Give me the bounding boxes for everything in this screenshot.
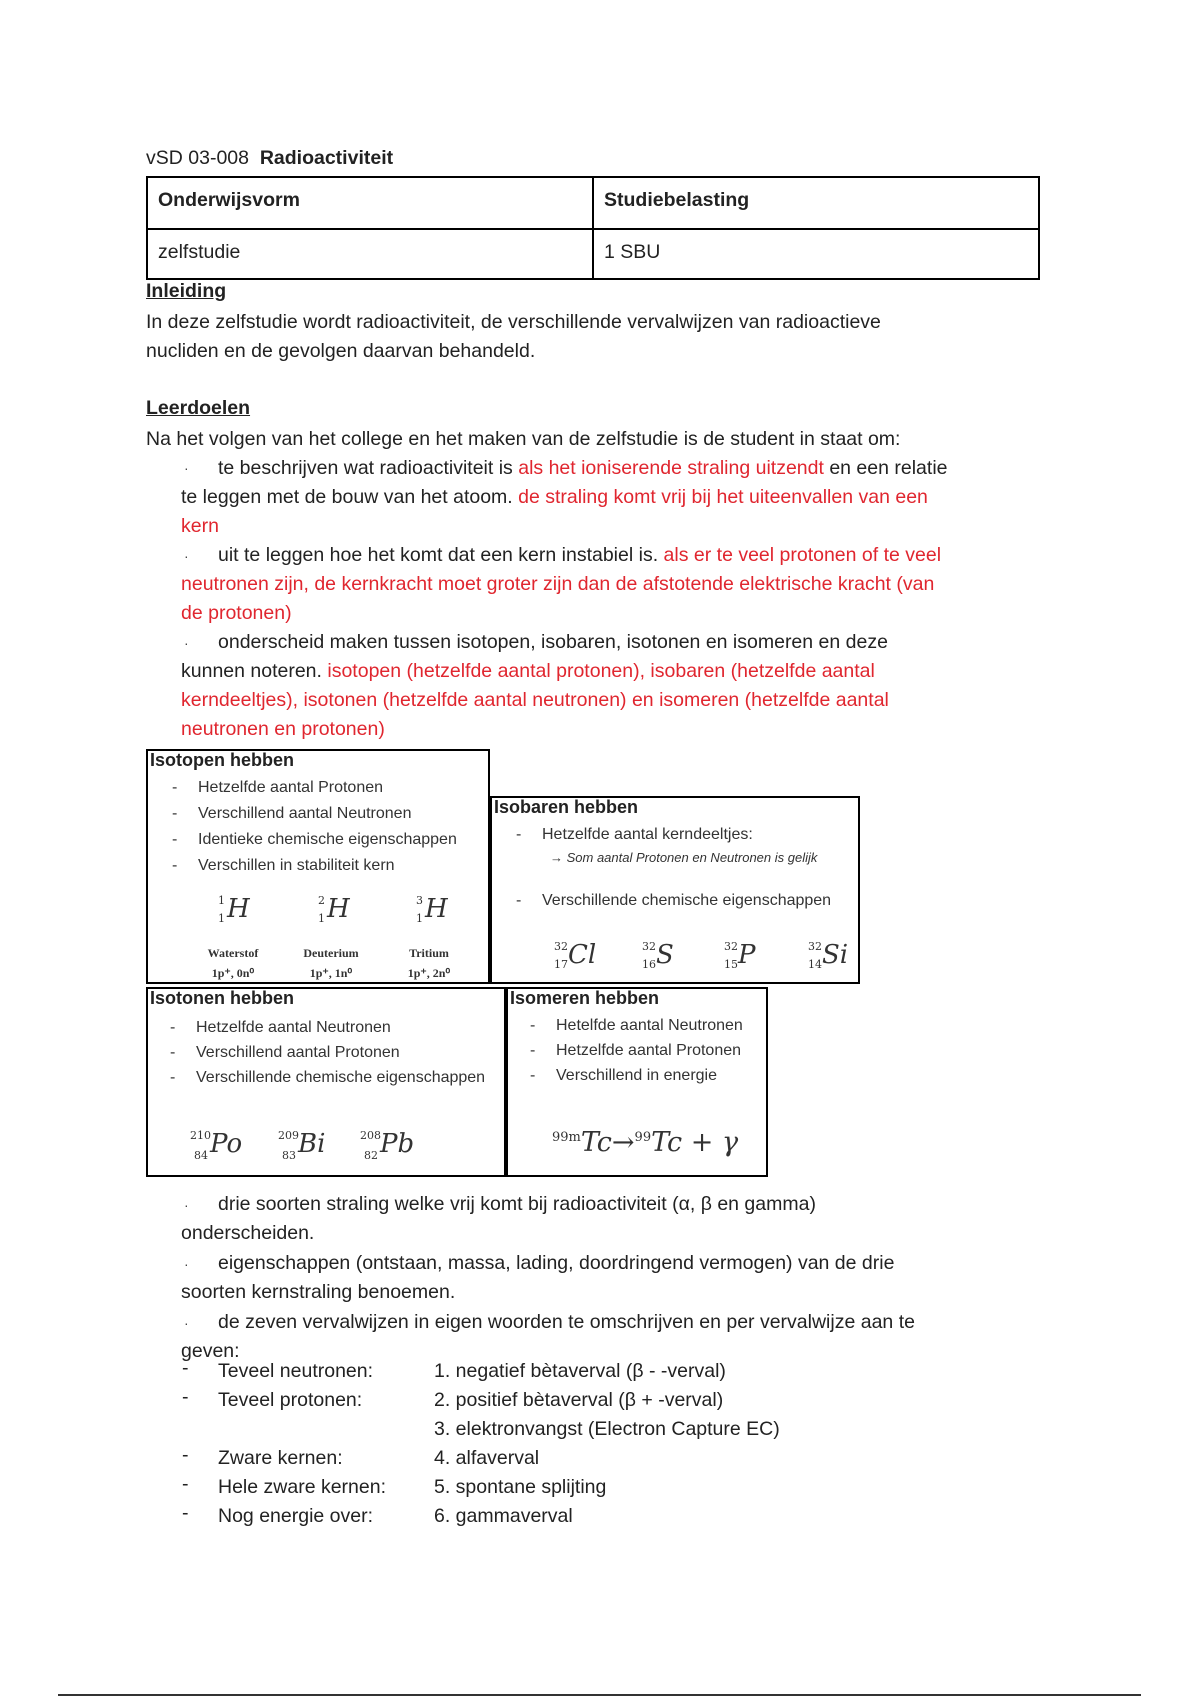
nuclide-cl32: 32 17 Cl: [554, 940, 597, 971]
isotonen-item: Verschillende chemische eigenschappen: [196, 1069, 486, 1086]
goal-5-line1: eigenschappen (ontstaan, massa, lading, doordringend vermogen) van de drie: [218, 1252, 895, 1274]
intro-heading: Inleiding: [146, 280, 227, 302]
goal-3-line4: neutronen en protonen): [181, 718, 385, 740]
isotopen-title: Isotopen hebben: [150, 750, 294, 770]
nuclide-h3: 3 1 H: [416, 894, 448, 925]
decay-cause: Nog energie over:: [218, 1505, 374, 1527]
nuclide-name: Tritium: [409, 946, 449, 960]
goal-6-line2: geven:: [181, 1340, 240, 1362]
isotopen-item: Verschillend aantal Neutronen: [198, 805, 412, 822]
decay-cause: Teveel protonen:: [218, 1389, 363, 1411]
goal-1-line3: kern: [181, 515, 219, 537]
isotopen-item: Verschillen in stabiliteit kern: [198, 857, 395, 874]
goal-1-line1: te beschrijven wat radioactiviteit is als het ioniserende straling uitzendt en een relatie: [218, 457, 948, 479]
nuclide-pb208: 208 82 Pb: [360, 1129, 415, 1162]
footer-rule: [58, 1694, 1141, 1696]
isobaren-item: Hetzelfde aantal kerndeeltjes:: [542, 826, 753, 843]
goal-3-line2: kunnen noteren. isotopen (hetzelfde aantal protonen), isobaren (hetzelfde aantal: [181, 660, 875, 682]
decay-mode: 6. gammaverval: [434, 1505, 573, 1527]
goal-3-line1: onderscheid maken tussen isotopen, isobaren, isotonen en isomeren en deze: [218, 631, 888, 653]
decay-mode: 2. positief bètaverval (β + -verval): [434, 1389, 724, 1411]
goal-1-line2: te leggen met de bouw van het atoom. de straling komt vrij bij het uiteenvallen van een: [181, 486, 928, 508]
bullet-dot: ·: [184, 1256, 189, 1272]
nuclide-po210: 210 84 Po: [190, 1129, 243, 1162]
isotonen-item: Hetzelfde aantal Neutronen: [196, 1019, 391, 1036]
decay-cause: Zware kernen:: [218, 1447, 343, 1469]
decay-cause: Teveel neutronen:: [218, 1360, 374, 1382]
goal-2-line3: de protonen): [181, 602, 292, 624]
isomeren-item: Verschillend in energie: [556, 1067, 717, 1084]
goal-4-line1: drie soorten straling welke vrij komt bij radioactiviteit (α, β en gamma): [218, 1193, 816, 1215]
isobaren-title: Isobaren hebben: [494, 797, 639, 817]
intro-text-line1: In deze zelfstudie wordt radioactiviteit, de verschillende vervalwijzen van radioactieve: [146, 311, 881, 333]
goal-2-line2: neutronen zijn, de kernkracht moet groter zijn dan de afstotende elektrische kracht (van: [181, 573, 935, 595]
nuclide-name: Deuterium: [303, 946, 359, 960]
course-title: Radioactiviteit: [259, 147, 394, 169]
nuclide-si32: 32 14 Si: [808, 940, 849, 971]
goals-heading: Leerdoelen: [146, 397, 251, 419]
nuclide-p32: 32 15 P: [724, 940, 756, 971]
goal-6-line1: de zeven vervalwijzen in eigen woorden te omschrijven en per vervalwijze aan te: [218, 1311, 915, 1333]
decay-mode: 1. negatief bètaverval (β - -verval): [434, 1360, 726, 1382]
nuclide-bi209: 209 83 Bi: [278, 1129, 326, 1162]
nuclide-h1: 1 1 H: [218, 894, 250, 925]
goals-lead: Na het volgen van het college en het maken van de zelfstudie is de student in staat om:: [146, 428, 901, 450]
document-title: [146, 147, 393, 170]
decay-mode: 5. spontane splijting: [434, 1476, 607, 1498]
bullet-dot: ·: [184, 1315, 189, 1331]
isobaren-item: Verschillende chemische eigenschappen: [542, 892, 832, 909]
isomeren-box: Isomeren hebben - Hetelfde aantal Neutronen - Hetzelfde aantal Protonen - Verschillend in energie $^{99m}$Tc→$^{99}$Tc + γ: [506, 987, 768, 1177]
isomer-equation: $^{99m}$Tc→$^{99}$Tc + γ: [552, 1127, 739, 1158]
isotopen-box: Isotopen hebben - Hetzelfde aantal Protonen - Verschillend aantal Neutronen - Identieke chemische eigenschappen - Verschillen in stabiliteit kern 1 1 H 2 1 H 3 1 H Waterstof 1p⁺, 0n⁰ Deuterium 1p⁺, 1n⁰ Tritium 1p⁺, 2n⁰: [146, 749, 490, 984]
nuclide-name: Waterstof: [207, 946, 259, 960]
isotonen-box: Isotonen hebben - Hetzelfde aantal Neutronen - Verschillend aantal Protonen - Verschillende chemische eigenschappen 210 84 Po 209 83 Bi 208 82 Pb: [146, 987, 506, 1177]
table-cell-onderwijsvorm: zelfstudie: [158, 241, 241, 263]
bullet-dot: ·: [184, 548, 189, 564]
decay-mode: 3. elektronvangst (Electron Capture EC): [434, 1418, 780, 1440]
goal-3-line3: kerndeeltjes), isotonen (hetzelfde aantal neutronen) en isomeren (hetzelfde aantal: [181, 689, 889, 711]
nuclide-s32: 32 16 S: [642, 940, 674, 971]
nuclide-composition: 1p⁺, 0n⁰: [211, 966, 255, 980]
nuclide-h2: 2 1 H: [318, 894, 350, 925]
table-header-onderwijsvorm: Onderwijsvorm: [158, 189, 300, 211]
bullet-dot: ·: [184, 635, 189, 651]
goal-2-line1: uit te leggen hoe het komt dat een kern instabiel is. als er te veel protonen of te veel: [218, 544, 942, 566]
isomeren-item: Hetelfde aantal Neutronen: [556, 1017, 743, 1034]
goal-5-line2: soorten kernstraling benoemen.: [181, 1281, 456, 1303]
table-cell-studiebelasting: 1 SBU: [604, 241, 661, 263]
info-table: [146, 176, 1040, 280]
goal-4-line2: onderscheiden.: [181, 1222, 315, 1244]
bullet-dot: ·: [184, 460, 189, 476]
isotopen-item: Identieke chemische eigenschappen: [198, 831, 457, 848]
isotopen-item: Hetzelfde aantal Protonen: [198, 779, 384, 796]
isomeren-title: Isomeren hebben: [510, 988, 660, 1008]
nuclide-composition: 1p⁺, 1n⁰: [309, 966, 353, 980]
decay-cause: Hele zware kernen:: [218, 1476, 386, 1498]
isotonen-title: Isotonen hebben: [150, 988, 294, 1008]
isobaren-note: → Som aantal Protonen en Neutronen is gelijk: [550, 850, 818, 865]
isobaren-box: Isobaren hebben - Hetzelfde aantal kerndeeltjes: → Som aantal Protonen en Neutronen is gelijk - Verschillende chemische eigenschappen 32 17 Cl 32 16 S 32 15 P 32 14 Si: [490, 796, 860, 984]
isotonen-item: Verschillend aantal Protonen: [196, 1044, 400, 1061]
decay-mode: 4. alfaverval: [434, 1447, 540, 1469]
intro-text-line2: nucliden en de gevolgen daarvan behandeld.: [146, 340, 536, 362]
nuclide-composition: 1p⁺, 2n⁰: [407, 966, 451, 980]
table-header-studiebelasting: Studiebelasting: [604, 189, 750, 211]
course-code: vSD 03-008: [146, 147, 249, 169]
bullet-dot: ·: [184, 1197, 189, 1213]
isomeren-item: Hetzelfde aantal Protonen: [556, 1042, 742, 1059]
